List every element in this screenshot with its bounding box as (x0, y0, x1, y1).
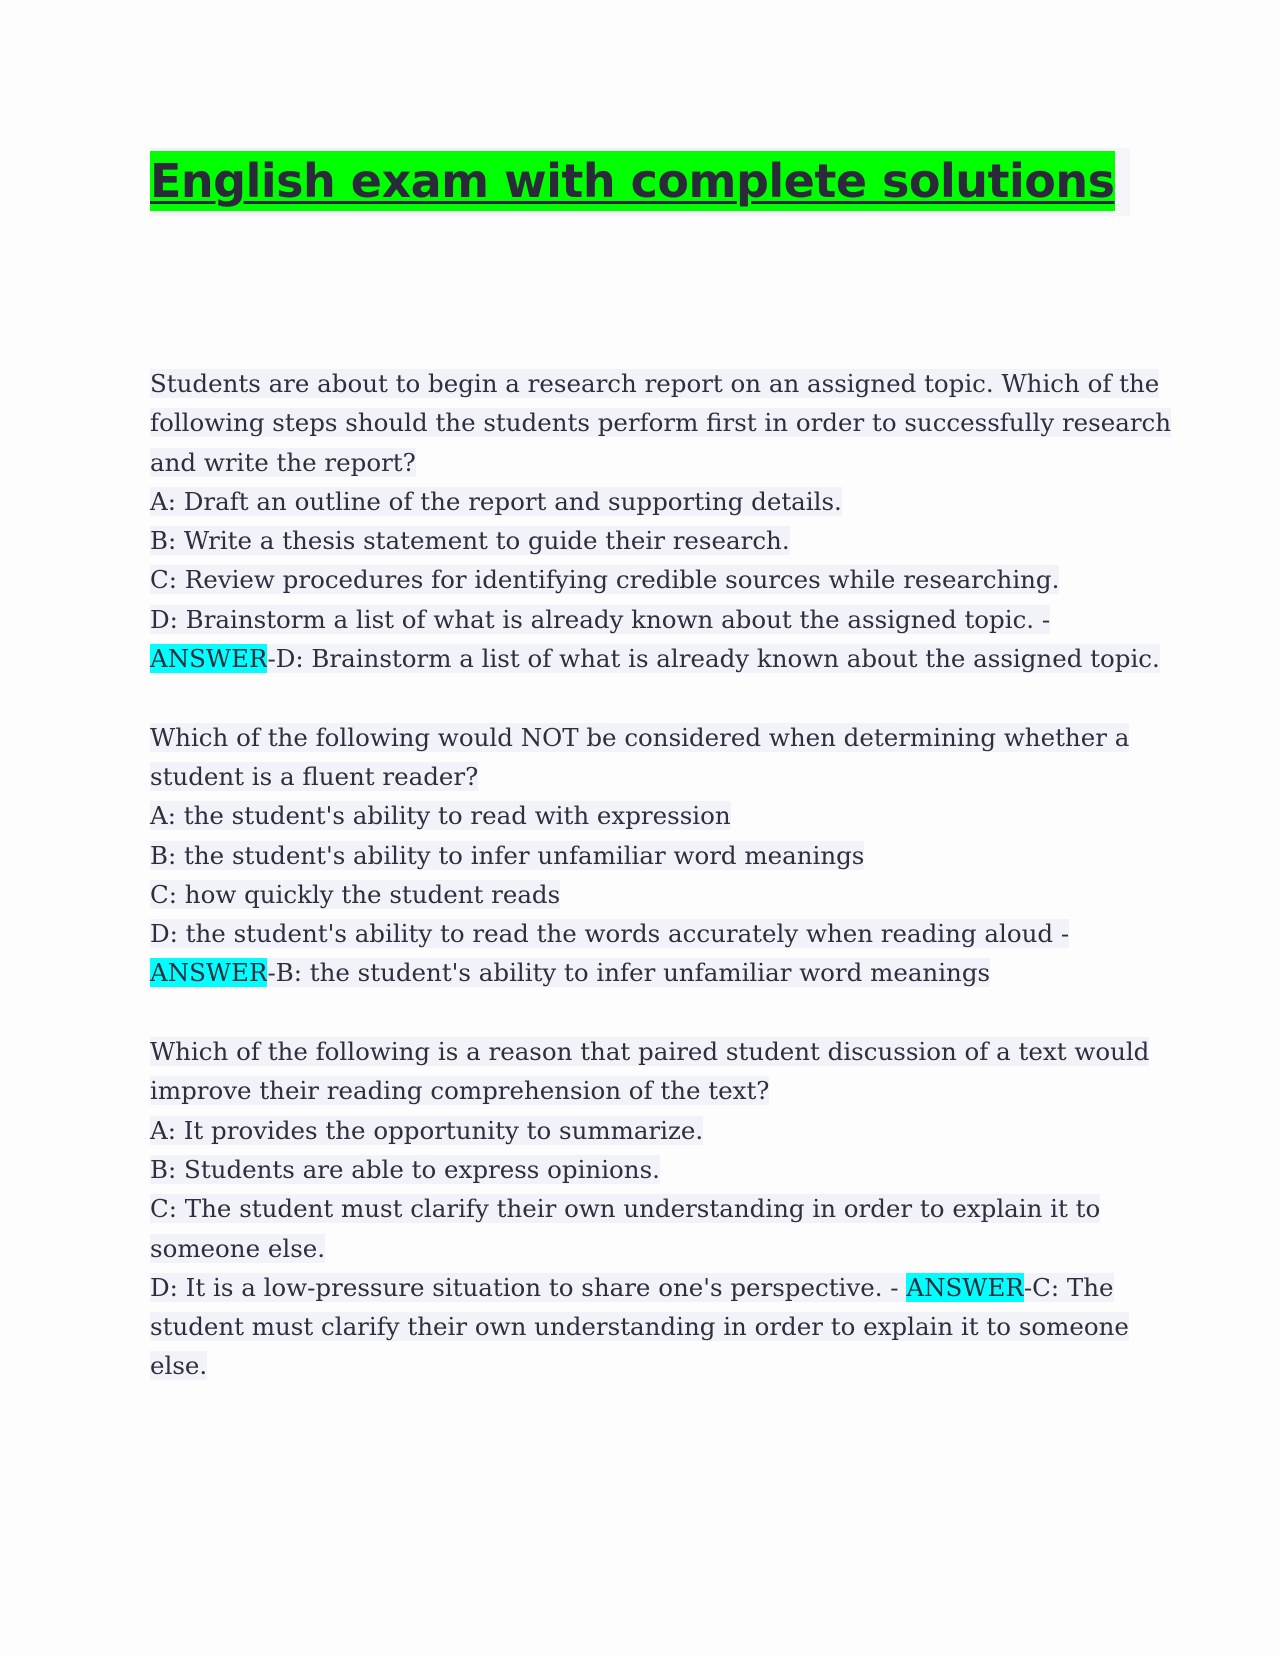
option-line (150, 1229, 1130, 1268)
answer-line (150, 1268, 1130, 1307)
question-text: student is a fluent reader? (150, 761, 479, 791)
option-c: C: how quickly the student reads (150, 879, 561, 909)
question-text: and write the report? (150, 447, 416, 477)
option-line (150, 836, 1130, 875)
option-b: B: Students are able to express opinions. (150, 1154, 660, 1184)
option-line (150, 914, 1130, 953)
document-title: English exam with complete solutions (150, 151, 1115, 211)
option-d: D: It is a low-pressure situation to share one's perspective. - (150, 1272, 907, 1302)
answer-text-continued: student must clarify their own understanding in order to explain it to someone (150, 1312, 1129, 1342)
answer-line (150, 639, 1160, 678)
question-text: Which of the following is a reason that paired student discussion of a text would (150, 1037, 1150, 1067)
question-line (150, 364, 1160, 403)
option-line (150, 875, 1130, 914)
option-a: A: It provides the opportunity to summarize. (150, 1115, 704, 1145)
answer-line (150, 953, 1130, 992)
option-b: B: Write a thesis statement to guide their research. (150, 526, 790, 556)
question-text: improve their reading comprehension of the text? (150, 1076, 770, 1106)
option-line (150, 521, 1130, 560)
question-line (150, 718, 1130, 757)
option-c: C: The student must clarify their own understanding in order to explain it to (150, 1194, 1101, 1224)
answer-text: -B: the student's ability to infer unfamiliar word meanings (267, 958, 991, 988)
question-block (150, 1032, 1150, 1386)
option-a: A: the student's ability to read with expression (150, 801, 731, 831)
question-text: following steps should the students perform first in order to successfully research (150, 408, 1172, 438)
question-text: Students are about to begin a research report on an assigned topic. Which of the (150, 369, 1160, 398)
option-b: B: the student's ability to infer unfamiliar word meanings (150, 840, 865, 870)
answer-line (150, 1346, 1130, 1385)
question-text: Which of the following would NOT be considered when determining whether a (150, 722, 1130, 752)
option-line (150, 1189, 1130, 1228)
title-block (150, 148, 1130, 216)
question-block (150, 718, 1130, 993)
answer-line (150, 1307, 1130, 1346)
answer-text-continued: else. (150, 1351, 208, 1381)
answer-tag: ANSWER (906, 1272, 1024, 1302)
option-d: D: the student's ability to read the words accurately when reading aloud - (150, 919, 1070, 949)
question-line (150, 757, 1130, 796)
option-c-continued: someone else. (150, 1233, 326, 1263)
option-line (150, 1150, 1130, 1189)
question-line (150, 443, 1130, 482)
option-a: A: Draft an outline of the report and supporting details. (150, 486, 842, 516)
question-block (150, 364, 1172, 678)
answer-text: -D: Brainstorm a list of what is already known about the assigned topic. (267, 644, 1160, 674)
answer-text: -C: The (1023, 1272, 1114, 1302)
question-line (150, 1071, 1130, 1110)
option-line (150, 560, 1130, 599)
option-c: C: Review procedures for identifying credible sources while researching. (150, 565, 1060, 595)
answer-tag: ANSWER (150, 958, 268, 988)
option-line (150, 482, 1130, 521)
option-line (150, 1111, 1130, 1150)
option-d: D: Brainstorm a list of what is already known about the assigned topic. - (150, 604, 1051, 634)
question-line (150, 403, 1172, 442)
option-line (150, 796, 1130, 835)
answer-tag: ANSWER (150, 644, 268, 674)
document-page (150, 148, 1172, 1425)
option-line (150, 600, 1130, 639)
question-line (150, 1032, 1150, 1071)
document-body (150, 364, 1172, 1386)
